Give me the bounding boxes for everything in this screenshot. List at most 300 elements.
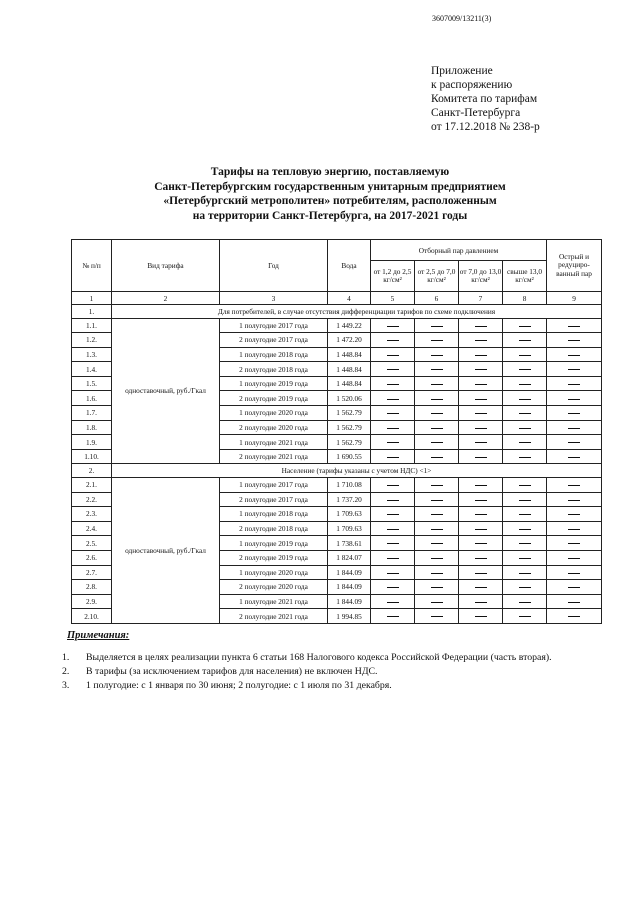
dash-mark: [387, 428, 399, 429]
period-cell: 2 полугодие 2017 года: [220, 333, 328, 348]
period-cell: 2 полугодие 2018 года: [220, 521, 328, 536]
steam-price-empty: [415, 391, 459, 406]
steam-price-empty: [503, 420, 547, 435]
water-price: 1 709.63: [328, 521, 371, 536]
steam-price-empty: [459, 594, 503, 609]
table-row: [72, 477, 602, 492]
dash-mark: [387, 457, 399, 458]
steam-price-empty: [547, 333, 602, 348]
dash-mark: [387, 573, 399, 574]
col-number: 9: [547, 292, 602, 305]
dash-mark: [475, 573, 487, 574]
notes-title: Примечания:: [67, 630, 130, 641]
steam-price-empty: [371, 492, 415, 507]
col-number: 6: [415, 292, 459, 305]
steam-price-empty: [371, 449, 415, 464]
period-cell: 2 полугодие 2020 года: [220, 580, 328, 595]
dash-mark: [387, 413, 399, 414]
dash-mark: [475, 413, 487, 414]
dash-mark: [519, 616, 531, 617]
water-price: 1 562.79: [328, 420, 371, 435]
dash-mark: [568, 399, 580, 400]
dash-mark: [568, 413, 580, 414]
appendix-line: Санкт-Петербурга: [431, 107, 521, 119]
dash-mark: [568, 485, 580, 486]
steam-price-empty: [371, 521, 415, 536]
dash-mark: [475, 543, 487, 544]
col-number: 1: [72, 292, 112, 305]
dash-mark: [475, 369, 487, 370]
row-number: 2.2.: [72, 492, 112, 507]
dash-mark: [568, 384, 580, 385]
dash-mark: [431, 428, 443, 429]
note-item: [62, 651, 552, 665]
steam-price-empty: [547, 318, 602, 333]
steam-price-empty: [547, 580, 602, 595]
water-price: 1 994.85: [328, 609, 371, 624]
header-kind: Вид тарифа: [112, 240, 220, 292]
steam-price-empty: [547, 536, 602, 551]
dash-mark: [431, 543, 443, 544]
title-line: Тарифы на тепловую энергию, поставляемую: [210, 166, 450, 178]
steam-price-empty: [503, 477, 547, 492]
water-price: 1 472.20: [328, 333, 371, 348]
section-number: 1.: [72, 305, 112, 319]
col-number: 5: [371, 292, 415, 305]
dash-mark: [431, 355, 443, 356]
steam-price-empty: [371, 333, 415, 348]
note-item: [62, 679, 552, 693]
period-cell: 2 полугодие 2021 года: [220, 609, 328, 624]
steam-price-empty: [547, 565, 602, 580]
water-price: 1 824.07: [328, 550, 371, 565]
section-title: Население (тарифы указаны с учетом НДС) <1>: [112, 464, 602, 478]
title-line: «Петербургский метрополитен» потребителям, расположенным: [163, 195, 497, 207]
steam-price-empty: [415, 565, 459, 580]
steam-price-empty: [503, 406, 547, 421]
dash-mark: [387, 326, 399, 327]
dash-mark: [431, 326, 443, 327]
dash-mark: [475, 602, 487, 603]
steam-price-empty: [371, 376, 415, 391]
tariff-kind: одноставочный, руб./Гкал: [112, 477, 220, 623]
water-price: 1 844.09: [328, 594, 371, 609]
period-cell: 1 полугодие 2017 года: [220, 318, 328, 333]
header-num: № п/п: [72, 240, 112, 292]
dash-mark: [387, 399, 399, 400]
steam-price-empty: [415, 347, 459, 362]
steam-price-empty: [503, 550, 547, 565]
steam-price-empty: [415, 362, 459, 377]
dash-mark: [519, 602, 531, 603]
water-price: 1 562.79: [328, 435, 371, 450]
dash-mark: [387, 543, 399, 544]
dash-mark: [431, 514, 443, 515]
steam-price-empty: [415, 376, 459, 391]
row-number: 1.9.: [72, 435, 112, 450]
period-cell: 2 полугодие 2020 года: [220, 420, 328, 435]
dash-mark: [431, 399, 443, 400]
steam-price-empty: [503, 521, 547, 536]
steam-price-empty: [415, 318, 459, 333]
dash-mark: [519, 442, 531, 443]
dash-mark: [475, 500, 487, 501]
steam-price-empty: [459, 609, 503, 624]
steam-price-empty: [547, 347, 602, 362]
dash-mark: [519, 326, 531, 327]
steam-price-empty: [547, 376, 602, 391]
steam-price-empty: [371, 420, 415, 435]
dash-mark: [519, 558, 531, 559]
dash-mark: [519, 573, 531, 574]
dash-mark: [519, 457, 531, 458]
note-text: Выделяется в целях реализации пункта 6 статьи 168 Налогового кодекса Российской Федерации (часть вторая).: [86, 652, 552, 663]
steam-price-empty: [415, 580, 459, 595]
steam-price-empty: [503, 435, 547, 450]
row-number: 1.2.: [72, 333, 112, 348]
row-number: 2.1.: [72, 477, 112, 492]
water-price: 1 448.84: [328, 347, 371, 362]
steam-price-empty: [415, 477, 459, 492]
steam-price-empty: [415, 609, 459, 624]
steam-price-empty: [415, 536, 459, 551]
period-cell: 1 полугодие 2017 года: [220, 477, 328, 492]
steam-price-empty: [503, 391, 547, 406]
appendix-line: к распоряжению: [431, 79, 513, 91]
dash-mark: [387, 529, 399, 530]
steam-price-empty: [459, 362, 503, 377]
dash-mark: [568, 514, 580, 515]
period-cell: 1 полугодие 2021 года: [220, 435, 328, 450]
dash-mark: [568, 602, 580, 603]
dash-mark: [519, 413, 531, 414]
steam-price-empty: [547, 550, 602, 565]
dash-mark: [387, 587, 399, 588]
water-price: 1 709.63: [328, 507, 371, 522]
dash-mark: [568, 616, 580, 617]
steam-price-empty: [547, 420, 602, 435]
row-number: 1.10.: [72, 449, 112, 464]
note-number: 3.: [62, 680, 70, 691]
water-price: 1 737.20: [328, 492, 371, 507]
section-title: Для потребителей, в случае отсутствия дифференциации тарифов по схеме подключения: [112, 305, 602, 319]
steam-price-empty: [371, 406, 415, 421]
period-cell: 2 полугодие 2018 года: [220, 362, 328, 377]
dash-mark: [475, 529, 487, 530]
dash-mark: [475, 384, 487, 385]
steam-price-empty: [371, 609, 415, 624]
steam-price-empty: [547, 391, 602, 406]
row-number: 1.5.: [72, 376, 112, 391]
steam-price-empty: [503, 376, 547, 391]
row-number: 2.3.: [72, 507, 112, 522]
steam-price-empty: [503, 565, 547, 580]
steam-price-empty: [371, 318, 415, 333]
dash-mark: [475, 485, 487, 486]
period-cell: 1 полугодие 2020 года: [220, 565, 328, 580]
dash-mark: [431, 573, 443, 574]
steam-price-empty: [503, 507, 547, 522]
steam-price-empty: [459, 477, 503, 492]
column-numbers-row: [72, 292, 602, 305]
steam-price-empty: [371, 391, 415, 406]
steam-price-empty: [415, 435, 459, 450]
dash-mark: [431, 602, 443, 603]
dash-mark: [568, 340, 580, 341]
steam-price-empty: [459, 492, 503, 507]
dash-mark: [568, 573, 580, 574]
note-text: 1 полугодие: с 1 января по 30 июня; 2 полугодие: с 1 июля по 31 декабря.: [86, 680, 392, 691]
dash-mark: [475, 428, 487, 429]
col-number: 8: [503, 292, 547, 305]
water-price: 1 562.79: [328, 406, 371, 421]
dash-mark: [387, 500, 399, 501]
tariff-table: [71, 239, 602, 624]
dash-mark: [568, 587, 580, 588]
row-number: 1.4.: [72, 362, 112, 377]
dash-mark: [431, 413, 443, 414]
row-number: 2.5.: [72, 536, 112, 551]
steam-price-empty: [415, 420, 459, 435]
title-line: Санкт-Петербургским государственным унитарным предприятием: [154, 180, 506, 193]
dash-mark: [475, 399, 487, 400]
steam-price-empty: [547, 594, 602, 609]
period-cell: 1 полугодие 2019 года: [220, 376, 328, 391]
dash-mark: [568, 543, 580, 544]
steam-price-empty: [459, 333, 503, 348]
col-number: 3: [220, 292, 328, 305]
water-price: 1 738.61: [328, 536, 371, 551]
steam-price-empty: [503, 347, 547, 362]
dash-mark: [475, 587, 487, 588]
dash-mark: [568, 442, 580, 443]
dash-mark: [387, 442, 399, 443]
steam-price-empty: [371, 347, 415, 362]
period-cell: 2 полугодие 2019 года: [220, 550, 328, 565]
steam-price-empty: [459, 391, 503, 406]
water-price: 1 690.55: [328, 449, 371, 464]
water-price: 1 844.09: [328, 565, 371, 580]
row-number: 2.10.: [72, 609, 112, 624]
row-number: 1.8.: [72, 420, 112, 435]
dash-mark: [431, 442, 443, 443]
dash-mark: [519, 340, 531, 341]
steam-price-empty: [415, 333, 459, 348]
row-number: 1.3.: [72, 347, 112, 362]
appendix-block: [431, 64, 540, 134]
steam-price-empty: [547, 609, 602, 624]
steam-price-empty: [371, 550, 415, 565]
steam-price-empty: [459, 347, 503, 362]
water-price: 1 520.06: [328, 391, 371, 406]
row-number: 2.4.: [72, 521, 112, 536]
steam-price-empty: [503, 594, 547, 609]
steam-price-empty: [415, 406, 459, 421]
steam-price-empty: [371, 565, 415, 580]
dash-mark: [475, 558, 487, 559]
dash-mark: [475, 514, 487, 515]
steam-price-empty: [371, 536, 415, 551]
dash-mark: [387, 485, 399, 486]
steam-price-empty: [503, 362, 547, 377]
tariff-kind: одноставочный, руб./Гкал: [112, 318, 220, 464]
steam-price-empty: [371, 362, 415, 377]
water-price: 1 449.22: [328, 318, 371, 333]
col-number: 7: [459, 292, 503, 305]
steam-price-empty: [459, 318, 503, 333]
dash-mark: [475, 340, 487, 341]
dash-mark: [431, 384, 443, 385]
dash-mark: [519, 384, 531, 385]
steam-price-empty: [547, 449, 602, 464]
dash-mark: [387, 602, 399, 603]
period-cell: 2 полугодие 2021 года: [220, 449, 328, 464]
header-steam-group: Отборный пар давлением: [371, 240, 547, 261]
steam-price-empty: [459, 565, 503, 580]
period-cell: 1 полугодие 2021 года: [220, 594, 328, 609]
steam-price-empty: [371, 435, 415, 450]
steam-price-empty: [371, 580, 415, 595]
dash-mark: [431, 369, 443, 370]
steam-price-empty: [459, 521, 503, 536]
steam-price-empty: [503, 536, 547, 551]
dash-mark: [431, 529, 443, 530]
steam-price-empty: [459, 536, 503, 551]
dash-mark: [475, 616, 487, 617]
dash-mark: [519, 529, 531, 530]
document-number: 3607009/13211(3): [432, 14, 492, 23]
steam-price-empty: [415, 550, 459, 565]
dash-mark: [519, 355, 531, 356]
steam-price-empty: [459, 449, 503, 464]
notes-list: [62, 651, 552, 693]
steam-price-empty: [547, 507, 602, 522]
section-row: [72, 305, 602, 319]
steam-price-empty: [547, 477, 602, 492]
appendix-line: Комитета по тарифам: [431, 93, 538, 105]
dash-mark: [519, 369, 531, 370]
document-title: [110, 165, 550, 223]
appendix-line: от 17.12.2018 № 238-р: [431, 121, 540, 133]
row-number: 1.6.: [72, 391, 112, 406]
dash-mark: [568, 457, 580, 458]
col-number: 4: [328, 292, 371, 305]
dash-mark: [519, 543, 531, 544]
steam-price-empty: [547, 521, 602, 536]
dash-mark: [519, 587, 531, 588]
dash-mark: [568, 369, 580, 370]
water-price: 1 448.84: [328, 362, 371, 377]
dash-mark: [387, 616, 399, 617]
steam-price-empty: [547, 362, 602, 377]
steam-price-empty: [459, 406, 503, 421]
water-price: 1 448.84: [328, 376, 371, 391]
dash-mark: [431, 500, 443, 501]
appendix-line: Приложение: [431, 65, 493, 77]
steam-price-empty: [503, 580, 547, 595]
header-year: Год: [220, 240, 328, 292]
steam-price-empty: [459, 580, 503, 595]
section-row: [72, 464, 602, 478]
row-number: 1.7.: [72, 406, 112, 421]
steam-price-empty: [415, 449, 459, 464]
period-cell: 1 полугодие 2018 года: [220, 347, 328, 362]
header-steam-1: от 1,2 до 2,5 кг/см²: [371, 261, 415, 292]
period-cell: 2 полугодие 2019 года: [220, 391, 328, 406]
dash-mark: [519, 428, 531, 429]
dash-mark: [519, 514, 531, 515]
table-row: [72, 318, 602, 333]
steam-price-empty: [459, 420, 503, 435]
row-number: 1.1.: [72, 318, 112, 333]
steam-price-empty: [459, 435, 503, 450]
steam-price-empty: [371, 507, 415, 522]
period-cell: 1 полугодие 2020 года: [220, 406, 328, 421]
water-price: 1 710.08: [328, 477, 371, 492]
dash-mark: [431, 587, 443, 588]
dash-mark: [519, 399, 531, 400]
steam-price-empty: [459, 376, 503, 391]
steam-price-empty: [371, 477, 415, 492]
note-number: 2.: [62, 666, 70, 677]
steam-price-empty: [415, 594, 459, 609]
steam-price-empty: [547, 492, 602, 507]
row-number: 2.8.: [72, 580, 112, 595]
dash-mark: [475, 442, 487, 443]
steam-price-empty: [503, 333, 547, 348]
dash-mark: [519, 485, 531, 486]
steam-price-empty: [415, 507, 459, 522]
dash-mark: [431, 485, 443, 486]
header-steam-4: свыше 13,0 кг/см²: [503, 261, 547, 292]
dash-mark: [475, 326, 487, 327]
dash-mark: [475, 457, 487, 458]
period-cell: 1 полугодие 2018 года: [220, 507, 328, 522]
header-steam-3: от 7,0 до 13,0 кг/см²: [459, 261, 503, 292]
dash-mark: [475, 355, 487, 356]
period-cell: 1 полугодие 2019 года: [220, 536, 328, 551]
dash-mark: [387, 384, 399, 385]
water-price: 1 844.09: [328, 580, 371, 595]
steam-price-empty: [503, 318, 547, 333]
dash-mark: [568, 558, 580, 559]
note-number: 1.: [62, 652, 70, 663]
dash-mark: [431, 558, 443, 559]
header-steam-2: от 2,5 до 7,0 кг/см²: [415, 261, 459, 292]
row-number: 2.6.: [72, 550, 112, 565]
header-water: Вода: [328, 240, 371, 292]
steam-price-empty: [547, 435, 602, 450]
steam-price-empty: [503, 609, 547, 624]
steam-price-empty: [415, 521, 459, 536]
note-item: [62, 665, 552, 679]
steam-price-empty: [547, 406, 602, 421]
dash-mark: [387, 340, 399, 341]
dash-mark: [431, 616, 443, 617]
dash-mark: [387, 369, 399, 370]
steam-price-empty: [503, 492, 547, 507]
dash-mark: [431, 457, 443, 458]
period-cell: 2 полугодие 2017 года: [220, 492, 328, 507]
steam-price-empty: [371, 594, 415, 609]
dash-mark: [568, 355, 580, 356]
section-number: 2.: [72, 464, 112, 478]
dash-mark: [387, 355, 399, 356]
row-number: 2.9.: [72, 594, 112, 609]
dash-mark: [387, 558, 399, 559]
dash-mark: [568, 529, 580, 530]
dash-mark: [568, 326, 580, 327]
